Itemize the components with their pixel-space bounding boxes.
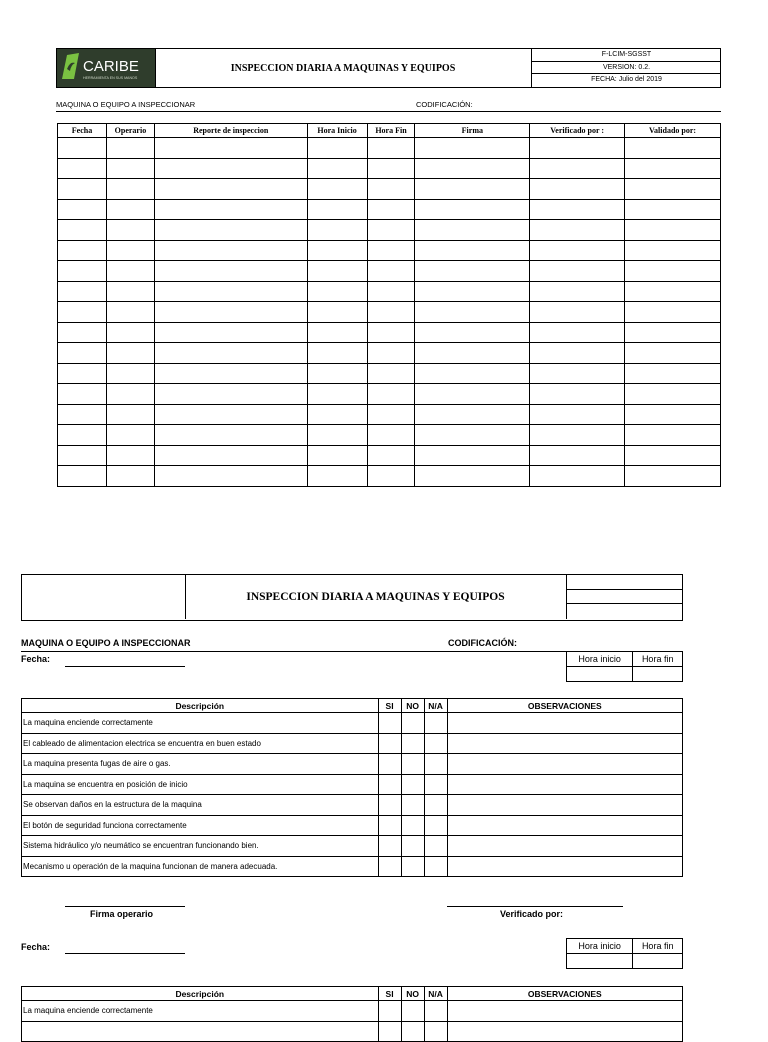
col-descripcion-2: Descripción [22,987,379,1001]
log-cell[interactable] [307,158,367,179]
log-cell[interactable] [154,261,307,282]
log-cell[interactable] [154,322,307,343]
form2-header [21,574,683,621]
log-cell[interactable] [154,445,307,466]
check-item-description: La maquina se encuentra en posición de inicio [22,774,379,795]
check-item-description: Se observan daños en la estructura de la maquina [22,795,379,816]
log-cell[interactable] [106,466,154,487]
log-cell[interactable] [625,466,721,487]
log-cell[interactable] [106,302,154,323]
log-cell[interactable] [307,384,367,405]
col-operario: Operario [106,124,154,138]
log-cell[interactable] [307,281,367,302]
form2-coding-label: CODIFICACIÓN: [448,638,517,648]
log-cell[interactable] [415,261,530,282]
col-verificado: Verificado por : [530,124,625,138]
check-row [22,713,683,734]
operator-signature-line[interactable] [65,906,185,907]
check-na-box[interactable] [424,733,447,754]
log-cell[interactable] [415,425,530,446]
verified-signature-line[interactable] [447,906,623,907]
log-cell[interactable] [154,138,307,159]
check-no-box[interactable] [401,754,424,775]
log-cell[interactable] [415,199,530,220]
log-cell[interactable] [367,138,415,159]
log-cell[interactable] [367,425,415,446]
log-cell[interactable] [58,261,107,282]
log-cell[interactable] [367,445,415,466]
log-cell[interactable] [415,384,530,405]
check-si-box[interactable] [378,774,401,795]
check-si-box[interactable] [378,836,401,857]
check-no-box[interactable] [401,774,424,795]
log-cell[interactable] [530,240,625,261]
log-cell[interactable] [58,343,107,364]
check-na-box[interactable] [424,774,447,795]
col-hora-fin: Hora Fin [367,124,415,138]
check-observation-field[interactable] [447,815,682,836]
log-cell[interactable] [415,363,530,384]
col-na-2: N/A [424,987,447,1001]
log-cell[interactable] [106,363,154,384]
signature-label: Firma operario [90,909,154,919]
log-cell[interactable] [530,466,625,487]
hora-fin-field-2[interactable] [633,954,683,969]
form2-code-boxes [566,575,682,619]
log-row [58,199,721,220]
form2-logo-area [22,575,186,619]
log-cell[interactable] [58,384,107,405]
col-reporte: Reporte de inspeccion [154,124,307,138]
log-row [58,466,721,487]
log-cell[interactable] [307,404,367,425]
log-cell[interactable] [367,158,415,179]
col-na: N/A [424,699,447,713]
fecha-field-2[interactable] [65,953,185,954]
check-row [22,795,683,816]
doc-date: FECHA: Julio del 2019 [591,76,662,84]
form1-machine-line [56,100,721,109]
fecha-field[interactable] [65,666,185,667]
log-cell[interactable] [625,158,721,179]
log-row [58,445,721,466]
log-cell[interactable] [625,138,721,159]
log-cell[interactable] [58,199,107,220]
check-observation-field[interactable] [447,856,682,877]
log-cell[interactable] [307,466,367,487]
log-cell[interactable] [530,445,625,466]
log-cell[interactable] [154,343,307,364]
log-cell[interactable] [530,281,625,302]
log-cell[interactable] [625,261,721,282]
check-row [22,754,683,775]
log-cell[interactable] [367,466,415,487]
check-na-box[interactable] [424,856,447,877]
log-cell[interactable] [106,384,154,405]
doc-code: F-LCIM-SGSST [532,49,721,62]
log-cell[interactable] [58,138,107,159]
log-row [58,261,721,282]
log-cell[interactable] [106,138,154,159]
hours-table-1 [566,651,683,682]
log-cell[interactable] [307,199,367,220]
log-cell[interactable] [530,179,625,200]
log-cell[interactable] [530,158,625,179]
check-item-description: Mecanismo u operación de la maquina funcionan de manera adecuada. [22,856,379,877]
log-cell[interactable] [58,179,107,200]
check-no-box[interactable] [401,1001,424,1022]
log-cell[interactable] [307,179,367,200]
col-no: NO [401,699,424,713]
checklist-table-2 [21,986,683,1042]
coding-label: CODIFICACIÓN: [416,100,473,109]
log-row [58,179,721,200]
log-cell[interactable] [307,138,367,159]
check-no-box[interactable] [401,815,424,836]
log-cell[interactable] [367,240,415,261]
log-cell[interactable] [530,302,625,323]
log-cell[interactable] [367,220,415,241]
log-cell[interactable] [625,302,721,323]
check-no-box[interactable] [401,795,424,816]
log-cell[interactable] [106,404,154,425]
check-observation-field[interactable] [447,733,682,754]
log-cell[interactable] [58,404,107,425]
log-cell[interactable] [106,425,154,446]
log-cell[interactable] [530,220,625,241]
check-si-box[interactable] [378,856,401,877]
log-cell[interactable] [415,179,530,200]
checklist-rows [22,713,683,877]
log-row [58,384,721,405]
log-cell[interactable] [154,363,307,384]
log-cell[interactable] [530,425,625,446]
log-cell[interactable] [154,404,307,425]
check-na-box[interactable] [424,815,447,836]
log-cell[interactable] [367,363,415,384]
log-cell[interactable] [307,445,367,466]
log-cell[interactable] [367,302,415,323]
check-item-description: La maquina enciende correctamente [22,713,379,734]
check-na-box[interactable] [424,836,447,857]
check-na-box[interactable] [424,1001,447,1022]
log-cell[interactable] [307,240,367,261]
log-cell[interactable] [58,322,107,343]
log-cell[interactable] [625,322,721,343]
log-cell[interactable] [154,240,307,261]
log-cell[interactable] [367,404,415,425]
check-si-box[interactable] [378,815,401,836]
log-cell[interactable] [154,158,307,179]
check-no-box[interactable] [401,1021,424,1042]
log-cell[interactable] [106,240,154,261]
fecha-label-2: Fecha: [21,942,51,952]
check-si-box[interactable] [378,795,401,816]
check-no-box[interactable] [401,856,424,877]
log-row [58,240,721,261]
col-si-2: SI [378,987,401,1001]
check-observation-field[interactable] [447,754,682,775]
doc-version: VERSION: 0.2. [532,62,721,75]
check-si-box[interactable] [378,1021,401,1042]
hora-inicio-label: Hora inicio [567,652,633,667]
version-box[interactable] [567,590,682,605]
log-cell[interactable] [307,322,367,343]
hora-inicio-label-2: Hora inicio [567,939,633,954]
log-cell[interactable] [415,302,530,323]
log-cell[interactable] [106,322,154,343]
check-item-description: El cableado de alimentacion electrica se encuentra en buen estado [22,733,379,754]
log-cell[interactable] [58,281,107,302]
log-cell[interactable] [106,158,154,179]
log-cell[interactable] [415,158,530,179]
check-na-box[interactable] [424,754,447,775]
check-row [22,815,683,836]
col-validado: Validado por: [625,124,721,138]
form2-title: INSPECCION DIARIA A MAQUINAS Y EQUIPOS [246,591,505,603]
verified-label: Verificado por: [500,909,564,919]
log-cell[interactable] [154,384,307,405]
log-cell[interactable] [154,220,307,241]
check-observation-field[interactable] [447,774,682,795]
log-cell[interactable] [307,261,367,282]
inspection-log-table [57,123,721,487]
code-box[interactable] [567,575,682,590]
log-cell[interactable] [625,240,721,261]
log-cell[interactable] [106,199,154,220]
check-row [22,733,683,754]
log-cell[interactable] [307,302,367,323]
log-row [58,343,721,364]
log-row [58,363,721,384]
log-cell[interactable] [154,281,307,302]
col-si: SI [378,699,401,713]
log-cell[interactable] [307,220,367,241]
log-cell[interactable] [415,281,530,302]
log-row [58,404,721,425]
check-item-description: La maquina enciende correctamente [22,1001,379,1022]
check-si-box[interactable] [378,754,401,775]
log-cell[interactable] [106,220,154,241]
log-cell[interactable] [530,138,625,159]
log-cell[interactable] [625,363,721,384]
log-cell[interactable] [530,261,625,282]
check-item-description: El botón de seguridad funciona correctamente [22,815,379,836]
log-cell[interactable] [58,445,107,466]
log-cell[interactable] [106,281,154,302]
log-rows [58,138,721,487]
log-cell[interactable] [106,179,154,200]
col-fecha: Fecha [58,124,107,138]
check-item-description: La maquina presenta fugas de aire o gas. [22,754,379,775]
log-cell[interactable] [58,363,107,384]
log-cell[interactable] [530,322,625,343]
log-cell[interactable] [625,425,721,446]
check-na-box[interactable] [424,713,447,734]
log-cell[interactable] [154,199,307,220]
log-cell[interactable] [415,445,530,466]
log-row [58,138,721,159]
checklist-table-1 [21,698,683,877]
log-row [58,322,721,343]
col-descripcion: Descripción [22,699,379,713]
log-cell[interactable] [415,322,530,343]
log-cell[interactable] [415,466,530,487]
check-observation-field[interactable] [447,795,682,816]
form1-divider [56,111,721,112]
log-cell[interactable] [625,220,721,241]
check-si-box[interactable] [378,1001,401,1022]
log-cell[interactable] [154,466,307,487]
log-cell[interactable] [58,158,107,179]
hora-fin-label: Hora fin [633,652,683,667]
log-cell[interactable] [58,240,107,261]
log-cell[interactable] [307,425,367,446]
log-cell[interactable] [307,363,367,384]
hora-inicio-field[interactable] [567,667,633,682]
log-cell[interactable] [415,220,530,241]
log-cell[interactable] [625,179,721,200]
log-row [58,220,721,241]
log-cell[interactable] [106,343,154,364]
log-cell[interactable] [106,445,154,466]
col-firma: Firma [415,124,530,138]
hora-fin-label-2: Hora fin [633,939,683,954]
log-cell[interactable] [58,302,107,323]
log-cell[interactable] [367,343,415,364]
check-observation-field[interactable] [447,1001,682,1022]
check-observation-field[interactable] [447,836,682,857]
log-row [58,158,721,179]
log-cell[interactable] [625,281,721,302]
log-cell[interactable] [530,199,625,220]
log-cell[interactable] [367,281,415,302]
log-cell[interactable] [154,179,307,200]
log-cell[interactable] [415,138,530,159]
log-cell[interactable] [625,343,721,364]
form1-header [56,48,721,88]
log-cell[interactable] [367,322,415,343]
log-cell[interactable] [530,343,625,364]
log-cell[interactable] [625,404,721,425]
log-cell[interactable] [58,425,107,446]
logo-brand-text: CARIBE [83,58,139,75]
check-na-box[interactable] [424,795,447,816]
check-no-box[interactable] [401,713,424,734]
log-cell[interactable] [367,384,415,405]
check-row [22,836,683,857]
fecha-label: Fecha: [21,654,51,664]
col-hora-inicio: Hora Inicio [307,124,367,138]
check-observation-field[interactable] [447,713,682,734]
col-observaciones-2: OBSERVACIONES [447,987,682,1001]
check-no-box[interactable] [401,836,424,857]
log-cell[interactable] [367,179,415,200]
check-item-description [22,1021,379,1042]
col-observaciones: OBSERVACIONES [447,699,682,713]
check-row [22,856,683,877]
logo-tagline-text: HERRAMIENTA EN SUS MANOS [83,76,138,80]
log-cell[interactable] [625,445,721,466]
hora-inicio-field-2[interactable] [567,954,633,969]
form2-machine-label: MAQUINA O EQUIPO A INSPECCIONAR [21,638,191,648]
log-cell[interactable] [58,220,107,241]
log-cell[interactable] [106,261,154,282]
check-si-box[interactable] [378,713,401,734]
check-item-description: Sistema hidráulico y/o neumático se encuentran funcionando bien. [22,836,379,857]
log-cell[interactable] [307,343,367,364]
check-row [22,774,683,795]
date-box[interactable] [567,604,682,619]
check-si-box[interactable] [378,733,401,754]
log-cell[interactable] [415,343,530,364]
check-observation-field[interactable] [447,1021,682,1042]
check-no-box[interactable] [401,733,424,754]
log-cell[interactable] [530,363,625,384]
hora-fin-field[interactable] [633,667,683,682]
hours-table-2 [566,938,683,969]
log-cell[interactable] [154,302,307,323]
machine-label: MAQUINA O EQUIPO A INSPECCIONAR [56,100,196,109]
log-cell[interactable] [625,384,721,405]
log-row [58,425,721,446]
log-cell[interactable] [154,425,307,446]
log-cell[interactable] [530,384,625,405]
log-cell[interactable] [367,199,415,220]
log-cell[interactable] [58,466,107,487]
check-na-box[interactable] [424,1021,447,1042]
log-row [58,281,721,302]
form1-doc-codes [531,49,721,87]
log-cell[interactable] [415,240,530,261]
log-cell[interactable] [367,261,415,282]
log-row [58,302,721,323]
form1-title: INSPECCION DIARIA A MAQUINAS Y EQUIPOS [230,62,456,74]
col-no-2: NO [401,987,424,1001]
log-cell[interactable] [415,404,530,425]
log-cell[interactable] [530,404,625,425]
caribe-logo [57,49,156,87]
log-cell[interactable] [625,199,721,220]
